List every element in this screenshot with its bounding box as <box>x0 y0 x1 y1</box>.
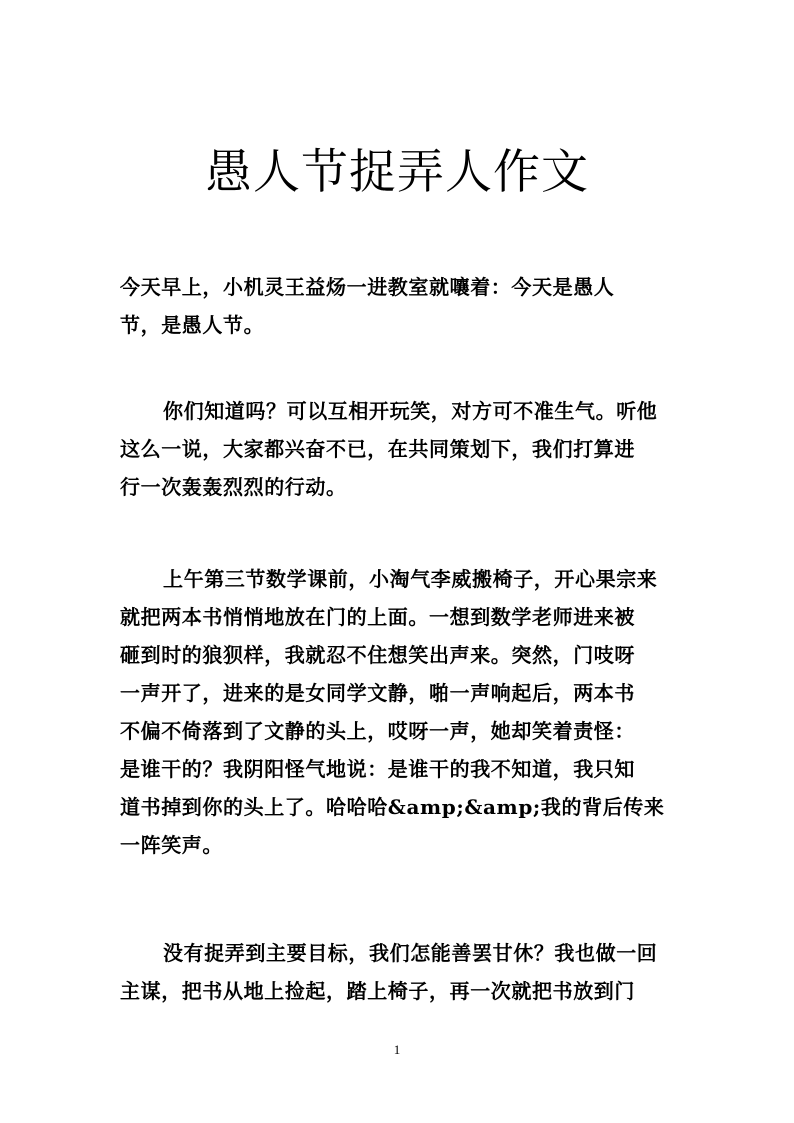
paragraph-1 <box>120 268 614 344</box>
text-line: 今天早上，小机灵王益炀一进教室就嚷着：今天是愚人 <box>120 275 615 299</box>
paragraph-4 <box>120 934 657 1010</box>
text-line: 就把两本书悄悄地放在门的上面。一想到数学老师进来被 <box>120 605 635 629</box>
text-line: 砸到时的狼狈样，我就忍不住想笑出声来。突然，门吱呀 <box>120 643 635 667</box>
page-number: 1 <box>393 1042 401 1057</box>
text-line: 不偏不倚落到了文静的头上，哎呀一声，她却笑着责怪： <box>120 719 635 743</box>
text-line: 道书掉到你的头上了。哈哈哈&amp;&amp;我的背后传来 <box>120 795 665 819</box>
text-line: 主谋，把书从地上捡起，踏上椅子，再一次就把书放到门 <box>120 979 635 1003</box>
text-line: 一阵笑声。 <box>120 833 223 857</box>
text-line: 没有捉弄到主要目标，我们怎能善罢甘休？我也做一回 <box>163 941 658 965</box>
paragraph-2 <box>120 392 657 506</box>
text-line: 一声开了，进来的是女同学文静，啪一声响起后，两本书 <box>120 681 635 705</box>
text-line: 行一次轰轰烈烈的行动。 <box>120 475 347 499</box>
paragraph-3 <box>120 560 665 864</box>
text-line: 你们知道吗？可以互相开玩笑，对方可不准生气。听他 <box>163 399 658 423</box>
text-line: 节，是愚人节。 <box>120 313 265 337</box>
text-line: 上午第三节数学课前，小淘气李威搬椅子，开心果宗来 <box>163 567 658 591</box>
text-line: 是谁干的？我阴阳怪气地说：是谁干的我不知道，我只知 <box>120 757 635 781</box>
text-line: 这么一说，大家都兴奋不已，在共同策划下，我们打算进 <box>120 437 635 461</box>
document-title: 愚人节捉弄人作文 <box>205 145 589 200</box>
